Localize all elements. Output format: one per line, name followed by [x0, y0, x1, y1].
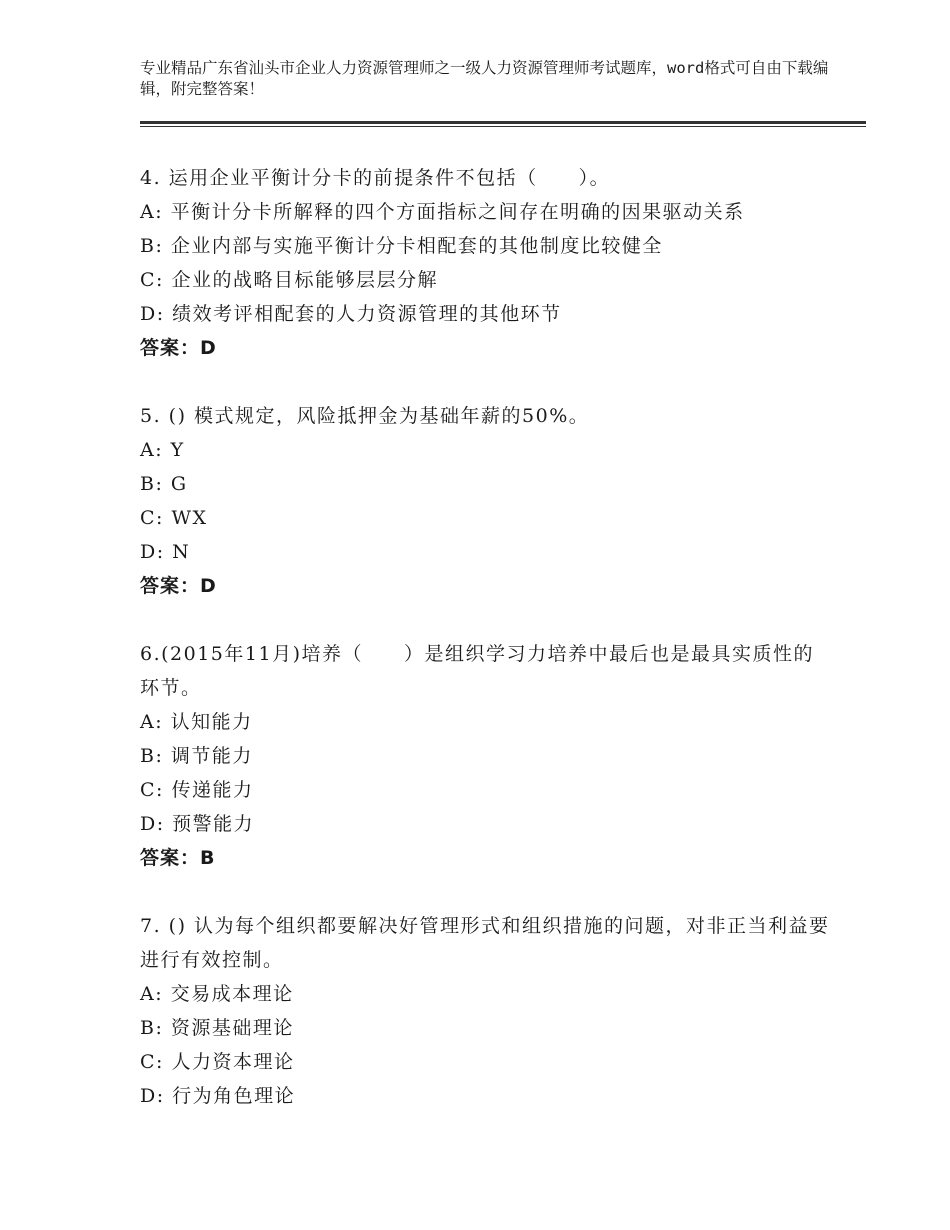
- option-d: D: 绩效考评相配套的人力资源管理的其他环节: [140, 303, 562, 325]
- header-divider-thick: [140, 121, 866, 124]
- option-d: D: 行为角色理论: [140, 1085, 296, 1107]
- option-a: A: 认知能力: [140, 711, 253, 733]
- option-a: A: 交易成本理论: [140, 983, 294, 1005]
- option-b: B: 资源基础理论: [140, 1017, 294, 1039]
- option-c: C: WX: [140, 507, 208, 529]
- document-header: 专业精品广东省汕头市企业人力资源管理师之一级人力资源管理师考试题库，word格式可自由下载编辑，附完整答案！: [140, 59, 829, 98]
- option-b: B: 调节能力: [140, 745, 253, 767]
- option-c: C: 传递能力: [140, 779, 254, 801]
- option-a: A: Y: [140, 439, 185, 461]
- header-divider-thin: [140, 126, 866, 127]
- question-stem: 6.(2015年11月)培养（ ）是组织学习力培养中最后也是最具实质性的环节。: [140, 643, 814, 699]
- question-stem: 7. () 认为每个组织都要解决好管理形式和组织措施的问题，对非正当利益要进行有效控制。: [140, 915, 830, 971]
- question-7: [140, 909, 830, 1113]
- question-5: [140, 399, 830, 603]
- option-b: B: G: [140, 473, 188, 495]
- option-a: A: 平衡计分卡所解释的四个方面指标之间存在明确的因果驱动关系: [140, 201, 745, 223]
- question-list: [140, 161, 830, 1147]
- answer-label: 答案：D: [140, 575, 217, 597]
- answer-label: 答案：B: [140, 847, 216, 869]
- question-4: [140, 161, 830, 365]
- question-stem: 4. 运用企业平衡计分卡的前提条件不包括（ ）。: [140, 167, 611, 189]
- answer-label: 答案：D: [140, 337, 217, 359]
- question-stem: 5. () 模式规定，风险抵押金为基础年薪的50%。: [140, 405, 590, 427]
- option-d: D: N: [140, 541, 191, 563]
- option-b: B: 企业内部与实施平衡计分卡相配套的其他制度比较健全: [140, 235, 663, 257]
- question-6: [140, 637, 830, 875]
- option-c: C: 企业的战略目标能够层层分解: [140, 269, 438, 291]
- option-d: D: 预警能力: [140, 813, 255, 835]
- option-c: C: 人力资本理论: [140, 1051, 295, 1073]
